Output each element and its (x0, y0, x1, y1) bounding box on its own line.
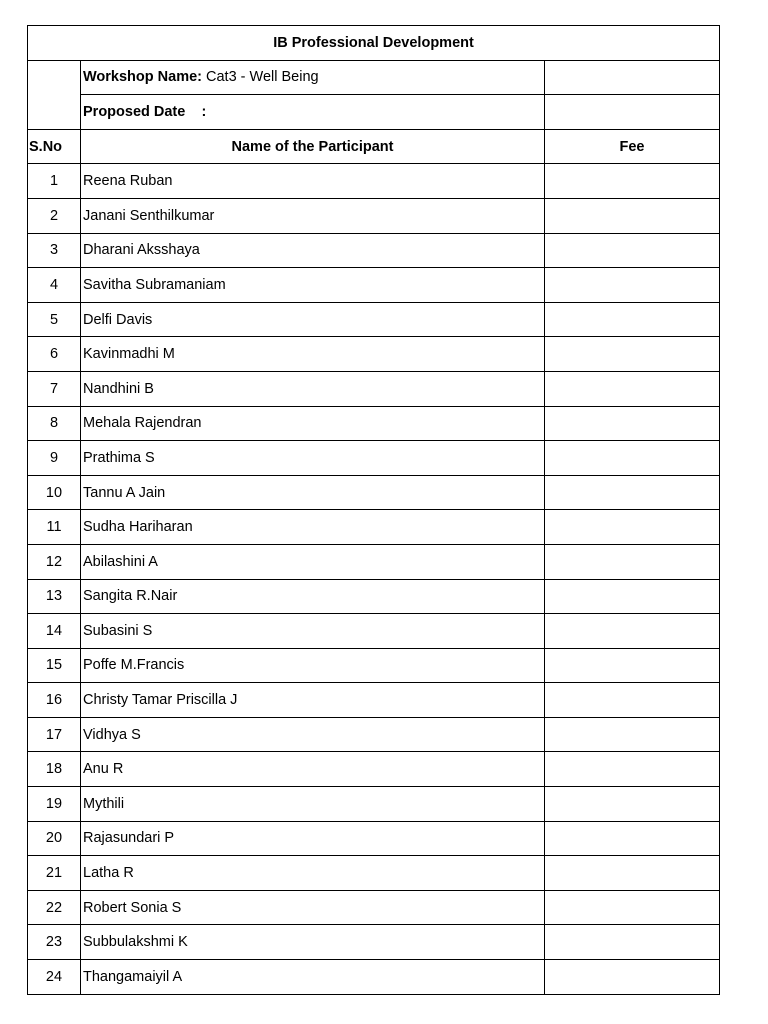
fee-cell (545, 787, 720, 822)
sno-cell: 21 (28, 856, 81, 891)
table-row (28, 648, 720, 683)
fee-cell (545, 544, 720, 579)
proposed-date-row (28, 95, 720, 130)
sheet-title: IB Professional Development (28, 26, 720, 61)
sno-cell: 23 (28, 925, 81, 960)
workshop-name-value: Cat3 - Well Being (201, 69, 319, 86)
fee-cell (545, 925, 720, 960)
table-row (28, 337, 720, 372)
participant-name-cell: Rajasundari P (81, 821, 545, 856)
table-row (28, 233, 720, 268)
participant-name-cell: Christy Tamar Priscilla J (81, 683, 545, 718)
sno-cell: 3 (28, 233, 81, 268)
table-row (28, 302, 720, 337)
sno-cell: 5 (28, 302, 81, 337)
sno-header: S.No (28, 129, 81, 164)
fee-cell (545, 164, 720, 199)
proposed-date-value (545, 95, 720, 130)
fee-cell (545, 441, 720, 476)
fee-cell (545, 406, 720, 441)
participant-name-cell: Sudha Hariharan (81, 510, 545, 545)
table-row (28, 821, 720, 856)
sheet-body (28, 26, 720, 995)
header-row (28, 129, 720, 164)
table-row (28, 925, 720, 960)
sno-cell: 4 (28, 268, 81, 303)
fee-cell (545, 752, 720, 787)
sno-cell: 13 (28, 579, 81, 614)
proposed-date-cell (81, 95, 545, 130)
sno-cell: 6 (28, 337, 81, 372)
sno-cell: 11 (28, 510, 81, 545)
table-row (28, 371, 720, 406)
fee-cell (545, 890, 720, 925)
table-row (28, 614, 720, 649)
fee-cell (545, 579, 720, 614)
participant-name-cell: Robert Sonia S (81, 890, 545, 925)
table-row (28, 510, 720, 545)
participant-name-cell: Prathima S (81, 441, 545, 476)
participant-name-cell: Tannu A Jain (81, 475, 545, 510)
table-row (28, 544, 720, 579)
workshop-name-label: Workshop Name: (83, 69, 202, 86)
fee-cell (545, 648, 720, 683)
participant-name-cell: Vidhya S (81, 717, 545, 752)
participant-name-cell: Mehala Rajendran (81, 406, 545, 441)
table-row (28, 406, 720, 441)
sno-cell: 8 (28, 406, 81, 441)
participant-name-cell: Dharani Aksshaya (81, 233, 545, 268)
sno-cell: 7 (28, 371, 81, 406)
sno-cell: 10 (28, 475, 81, 510)
participant-name-cell: Sangita R.Nair (81, 579, 545, 614)
fee-cell (545, 856, 720, 891)
table-row (28, 268, 720, 303)
fee-cell (545, 268, 720, 303)
sno-cell: 19 (28, 787, 81, 822)
fee-cell (545, 371, 720, 406)
sno-cell: 9 (28, 441, 81, 476)
participant-name-cell: Janani Senthilkumar (81, 198, 545, 233)
table-row (28, 752, 720, 787)
sno-cell: 16 (28, 683, 81, 718)
sno-cell: 1 (28, 164, 81, 199)
table-row (28, 683, 720, 718)
fee-cell (545, 233, 720, 268)
sno-cell: 14 (28, 614, 81, 649)
fee-cell (545, 510, 720, 545)
table-row (28, 960, 720, 995)
participant-name-cell: Anu R (81, 752, 545, 787)
fee-cell (545, 198, 720, 233)
participant-sheet (27, 25, 720, 995)
participant-name-cell: Poffe M.Francis (81, 648, 545, 683)
sno-cell: 24 (28, 960, 81, 995)
table-row (28, 717, 720, 752)
participant-name-cell: Thangamaiyil A (81, 960, 545, 995)
participant-name-cell: Subbulakshmi K (81, 925, 545, 960)
participant-name-cell: Mythili (81, 787, 545, 822)
sno-cell: 2 (28, 198, 81, 233)
table-row (28, 475, 720, 510)
sno-cell: 12 (28, 544, 81, 579)
sno-cell: 17 (28, 717, 81, 752)
participant-name-cell: Abilashini A (81, 544, 545, 579)
workshop-name-cell (81, 60, 545, 95)
participant-name-cell: Nandhini B (81, 371, 545, 406)
fee-header: Fee (545, 129, 720, 164)
table-row (28, 441, 720, 476)
table-row (28, 164, 720, 199)
table-row (28, 198, 720, 233)
fee-cell (545, 821, 720, 856)
fee-cell (545, 614, 720, 649)
participant-name-cell: Reena Ruban (81, 164, 545, 199)
table-row (28, 890, 720, 925)
fee-cell (545, 475, 720, 510)
table-row (28, 579, 720, 614)
table-row (28, 856, 720, 891)
workshop-blank-cell (545, 60, 720, 95)
participant-name-cell: Kavinmadhi M (81, 337, 545, 372)
participant-name-cell: Delfi Davis (81, 302, 545, 337)
sno-cell: 20 (28, 821, 81, 856)
blank-merged-cell (28, 60, 81, 129)
workshop-row (28, 60, 720, 95)
sno-cell: 22 (28, 890, 81, 925)
sno-cell: 15 (28, 648, 81, 683)
title-row (28, 26, 720, 61)
fee-cell (545, 337, 720, 372)
participant-name-header: Name of the Participant (81, 129, 545, 164)
participant-name-cell: Latha R (81, 856, 545, 891)
participant-name-cell: Subasini S (81, 614, 545, 649)
fee-cell (545, 717, 720, 752)
fee-cell (545, 302, 720, 337)
participant-name-cell: Savitha Subramaniam (81, 268, 545, 303)
table-row (28, 787, 720, 822)
fee-cell (545, 683, 720, 718)
sno-cell: 18 (28, 752, 81, 787)
fee-cell (545, 960, 720, 995)
proposed-date-label: Proposed Date : (83, 103, 207, 120)
